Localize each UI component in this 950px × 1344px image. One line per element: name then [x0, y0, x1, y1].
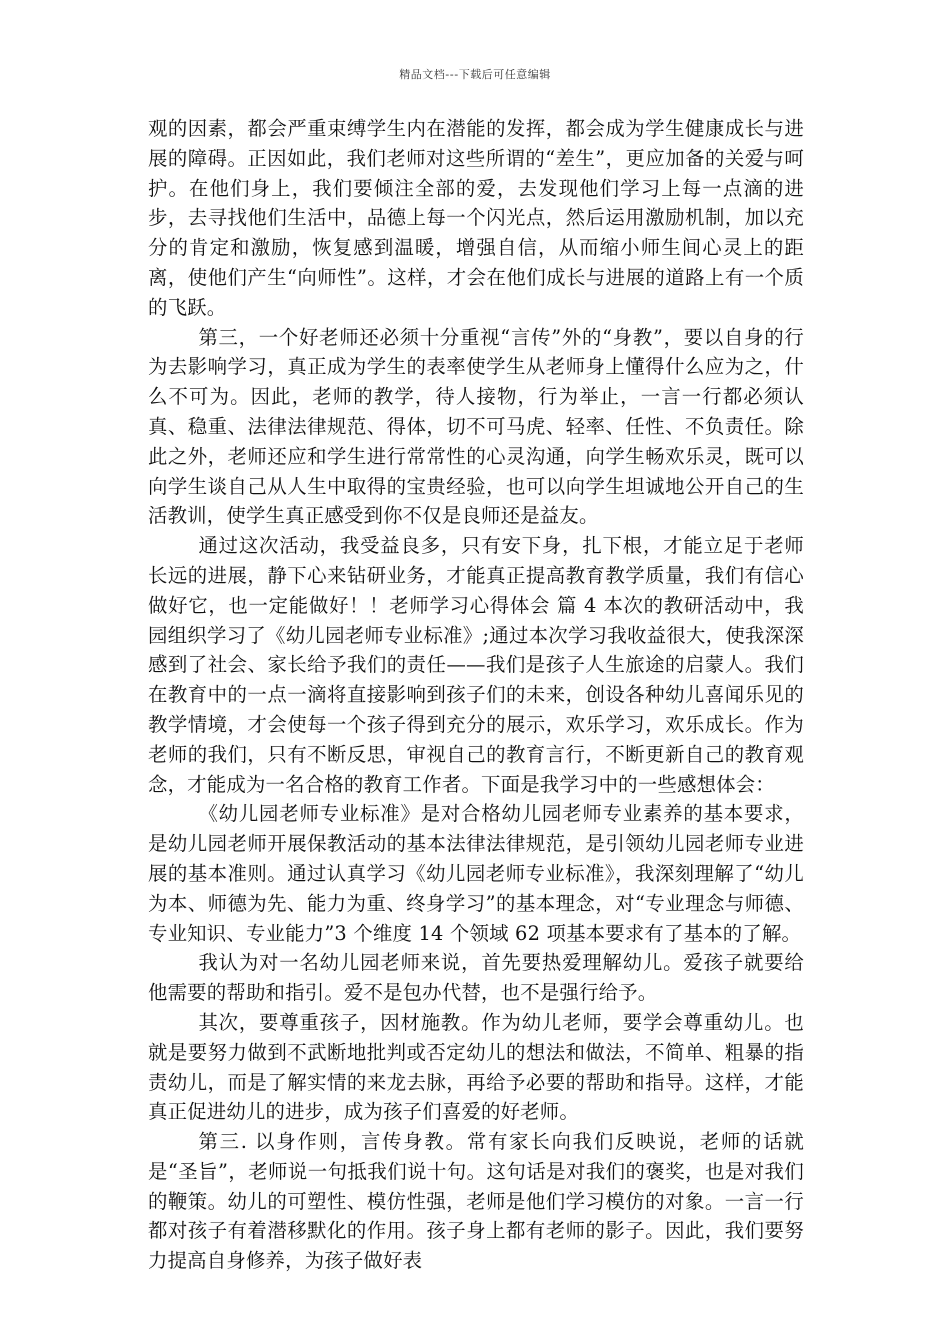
paragraph-3: 通过这次活动，我受益良多，只有安下身，扎下根，才能立足于老师长远的进展，静下心来钻研业务，才能真正提高教育教学质量，我们有信心做好它，也一定能做好！！老师学习心得体会 篇 4 本次的教研活动中，我园组织学习了《幼儿园老师专业标准》;通过本次学习我收益很大，使我深深感到了社会、家长给予我们的责任——我们是孩子人生旅途的启蒙人。我们在教育中的一点一滴将直接影响到孩子们的未来，创设各种幼儿喜闻乐见的教学情境，才会使每一个孩子得到充分的展示，欢乐学习，欢乐成长。作为老师的我们，只有不断反思，审视自己的教育言行，不断更新自己的教育观念，才能成为一名合格的教育工作者。下面是我学习中的一些感想体会：: [148, 534, 804, 796]
paragraph-1: 观的因素，都会严重束缚学生内在潜能的发挥，都会成为学生健康成长与进展的障碍。正因如此，我们老师对这些所谓的“差生”，更应加备的关爱与呵护。在他们身上，我们要倾注全部的爱，去发现他们学习上每一点滴的进步，去寻找他们生活中，品德上每一个闪光点，然后运用激励机制，加以充分的肯定和激励，恢复感到温暖，增强自信，从而缩小师生间心灵上的距离，使他们产生“向师性”。这样，才会在他们成长与进展的道路上有一个质的飞跃。: [148, 117, 804, 319]
page-header: 精品文档---下载后可任意编辑: [399, 68, 551, 81]
paragraph-4: 《幼儿园老师专业标准》是对合格幼儿园老师专业素养的基本要求，是幼儿园老师开展保教活动的基本法律法律规范，是引领幼儿园老师专业进展的基本准则。通过认真学习《幼儿园老师专业标准》，我深刻理解了“幼儿为本、师德为先、能力为重、终身学习”的基本理念，对“专业理念与师德、专业知识、专业能力”3 个维度 14 个领域 62 项基本要求有了基本的了解。: [148, 802, 804, 945]
paragraph-2: 第三，一个好老师还必须十分重视“言传”外的“身教”，要以自身的行为去影响学习，真正成为学生的表率使学生从老师身上懂得什么应为之，什么不可为。因此，老师的教学，待人接物，行为举止，一言一行都必须认真、稳重、法律法律规范、得体，切不可马虎、轻率、任性、不负责任。除此之外，老师还应和学生进行常常性的心灵沟通，向学生畅欢乐灵，既可以向学生谈自己从人生中取得的宝贵经验，也可以向学生坦诚地公开自己的生活教训，使学生真正感受到你不仅是良师还是益友。: [148, 325, 804, 528]
document-body: [148, 114, 804, 1276]
paragraph-7: 第三. 以身作则，言传身教。常有家长向我们反映说，老师的话就是“圣旨”，老师说一句抵我们说十句。这句话是对我们的褒奖，也是对我们的鞭策。幼儿的可塑性、模仿性强，老师是他们学习模仿的对象。一言一行都对孩子有着潜移默化的作用。孩子身上都有老师的影子。因此，我们要努力提高自身修养，为孩子做好表: [148, 1130, 804, 1273]
paragraph-6: 其次，要尊重孩子，因材施教。作为幼儿老师，要学会尊重幼儿。也就是要努力做到不武断地批判或否定幼儿的想法和做法，不简单、粗暴的指责幼儿，而是了解实情的来龙去脉，再给予必要的帮助和指导。这样，才能真正促进幼儿的进步，成为孩子们喜爱的好老师。: [148, 1010, 804, 1124]
paragraph-5: 我认为对一名幼儿园老师来说，首先要热爱理解幼儿。爱孩子就要给他需要的帮助和指引。爱不是包办代替，也不是强行给予。: [148, 951, 804, 1005]
